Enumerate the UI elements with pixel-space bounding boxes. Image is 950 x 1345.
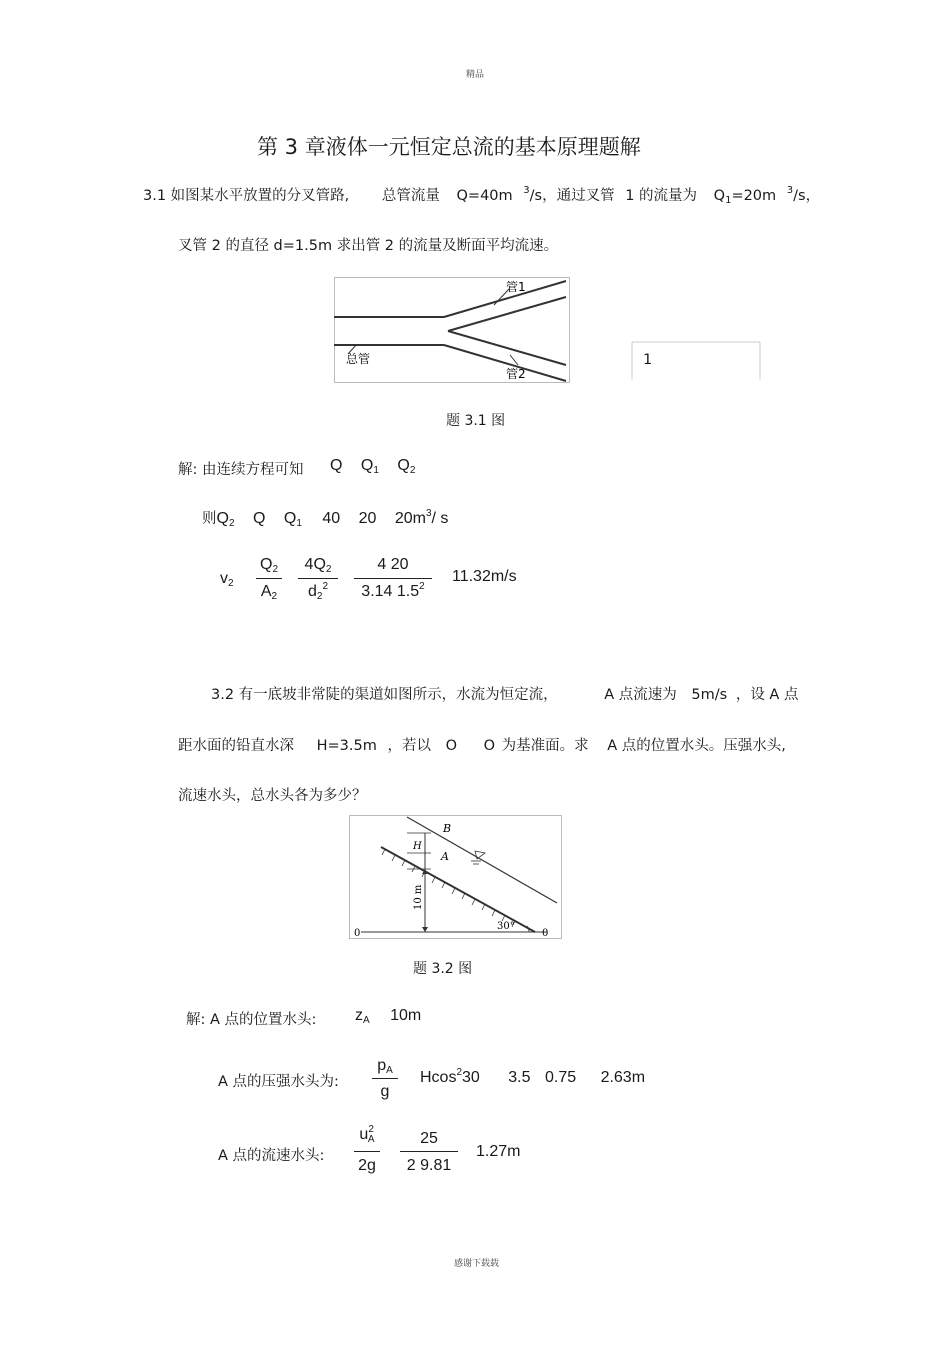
- solution-3-2-velocity-label: A 点的流速水头:: [218, 1148, 325, 1164]
- pressure-fraction-bar: [372, 1078, 398, 1079]
- velocity-fraction-2-denominator: 2 9.81: [406, 1157, 452, 1174]
- velocity-fraction-1-denominator: 2g: [358, 1157, 376, 1174]
- velocity-fraction-1-bar: [354, 1151, 380, 1152]
- fraction-1-numerator: Q2: [259, 556, 278, 575]
- problem-3-2-line-3: 流速水头，总水头各为多少？: [178, 788, 367, 804]
- fraction-3-bar: [354, 578, 432, 579]
- figure-3-1-branch-pipe: [334, 277, 570, 383]
- fraction-3-numerator: 4 20: [377, 556, 409, 573]
- fraction-2-denominator: $d2^2$: [307, 581, 329, 602]
- v2-result: 11.32m/s: [452, 568, 517, 585]
- figure-3-1-box-number: 1: [643, 352, 653, 368]
- fraction-3-denominator: 3.14 $1.5^2$: [361, 581, 425, 600]
- solution-3-2-position-label: 解: A 点的位置水头:: [186, 1012, 317, 1028]
- page-header: 精品: [466, 70, 485, 80]
- equation-v2-symbol: v2: [220, 570, 234, 589]
- problem-3-1-line-1: 3.1 如图某水平放置的分叉管路, 总管流量 Q=40m $^3$/s，通过叉管 1 的流量为 $Q_1=20m$ $^3$/s，: [143, 185, 821, 206]
- pressure-fraction-denominator: g: [380, 1083, 390, 1100]
- figure-3-2-steep-channel: [349, 815, 562, 939]
- velocity-fraction-2-numerator: 25: [420, 1130, 438, 1147]
- label-pipe-2: 管2: [506, 367, 526, 381]
- chapter-title: 第 3 章液体一元恒定总流的基本原理题解: [257, 135, 641, 159]
- label-point-b: B: [443, 822, 452, 835]
- fraction-1-bar: [256, 578, 282, 579]
- label-datum-left: 0: [354, 928, 361, 939]
- label-pipe-1: 管1: [506, 280, 526, 294]
- label-angle: 30°: [497, 921, 515, 932]
- fraction-1-denominator: A2: [260, 583, 278, 602]
- problem-3-2-line-2: 距水面的铅直水深 H=3.5m ，若以 O O 为基准面。求 A 点的位置水头。压强水头,: [178, 738, 786, 754]
- label-10m: 10 m: [413, 884, 424, 910]
- fraction-2-numerator: 4Q2: [304, 556, 332, 575]
- position-head-value: zA 10m: [355, 1007, 422, 1026]
- equation-continuity: Q Q1 Q2: [330, 457, 416, 476]
- label-main-pipe: 总管: [346, 352, 371, 366]
- equation-q2: 则Q2 Q Q1 40 20 $20m^3/$ s: [202, 508, 449, 529]
- velocity-head-result: 1.27m: [476, 1143, 521, 1160]
- label-datum-right: 0: [542, 928, 549, 939]
- velocity-fraction-2-bar: [400, 1151, 458, 1152]
- caption-3-1: 题 3.1 图: [446, 413, 506, 429]
- velocity-fraction-1-numerator: $u^2A$: [359, 1124, 375, 1145]
- pressure-head-expression: Hcos$^2$30 3.5 0.75 2.63m: [420, 1067, 646, 1086]
- label-depth-h: H: [413, 841, 422, 852]
- problem-3-1-line-2: 叉管 2 的直径 d=1.5m 求出管 2 的流量及断面平均流速。: [178, 238, 559, 254]
- caption-3-2: 题 3.2 图: [413, 961, 473, 977]
- solution-3-2-pressure-label: A 点的压强水头为:: [218, 1074, 339, 1090]
- problem-3-2-line-1: 3.2 有一底坡非常陡的渠道如图所示，水流为恒定流， A 点流速为 5m/s ，设 A 点: [211, 687, 799, 703]
- page-footer: 感谢下载载: [454, 1259, 500, 1269]
- fraction-2-bar: [298, 578, 338, 579]
- solution-3-1-intro: 解: 由连续方程可知: [178, 462, 304, 478]
- label-point-a: A: [441, 850, 449, 863]
- pressure-fraction-numerator: pA: [377, 1057, 393, 1076]
